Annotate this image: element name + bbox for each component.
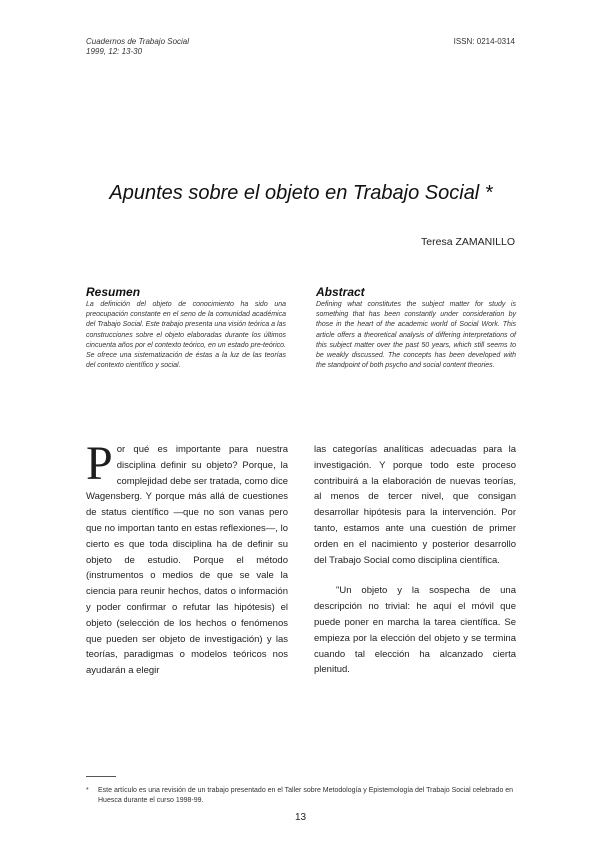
- footnote-marker: *: [86, 787, 89, 794]
- drop-cap: P: [86, 437, 113, 490]
- abstract-heading: Abstract: [316, 285, 365, 299]
- footnote-divider: [86, 776, 116, 777]
- body-paragraph: [86, 437, 288, 679]
- footnote-text: Este artículo es una revisión de un trabajo presentado en el Taller sobre Metodología y Epistemología del Trabajo Social celebrado en Huesca durante el curso 1998-99.: [98, 787, 514, 804]
- footnote: [86, 786, 516, 806]
- abstract-text: Defining what constitutes the subject matter for study is something that has been constantly under consideration by those in the heart of the academic world of Social Work. This article offers a theoretical analysis of differing interpretations of this subject matter over the past 50 years, which still seems to be weakly discussed. The concepts has been developed with the standpoint of both psycho and social content theories.: [316, 301, 516, 370]
- resumen-text: La definición del objeto de conocimiento ha sido una preocupación constante en el seno de la comunidad académica del Trabajo Social. Este trabajo presenta una visión teórica a las construcciones sobre el objeto elaboradas durante los últimos cincuenta años por el contexto teórico, en un estado pre-teórico. Se ofrece una sistematización de éstas a la luz de las teorías del contexto científico y social.: [86, 301, 286, 370]
- resumen-heading: Resumen: [86, 285, 141, 299]
- journal-name: Cuadernos de Trabajo Social: [86, 37, 190, 46]
- journal-citation: [86, 37, 189, 57]
- article-author: Teresa ZAMANILLO: [421, 236, 515, 248]
- page-number: 13: [294, 812, 307, 823]
- body-column-left: [86, 437, 288, 679]
- journal-issue: 1999, 12: 13-30: [86, 47, 143, 56]
- issn-number: ISSN: 0214-0314: [453, 37, 515, 46]
- body-paragraph: "Un objeto y la sospecha de una descripción no trivial: he aquí el móvil que puede poner en marcha la tarea científica. Se empieza por la elección del objeto y se termina cuando tal elección ha alcanzado cierta plenitud.: [314, 585, 516, 676]
- body-paragraph-text: or qué es importante para nuestra disciplina definir su objeto? Porque, la complejidad debe ser tratada, como dice Wagensberg. Y porque más allá de cuestiones de status científico —que no son vanas pero que no importan tanto en estas reflexiones—, lo cierto es que toda disciplina ha de definir su objeto de estudio. Porque el método (instrumentos o medios de que se vale la ciencia para reunir hechos, datos o información y poder confirmar o refutar las hipótesis) el objeto (selección de los hechos o fenómenos que pueden ser objeto de investigación) y las teorías, paradigmas o modelos teóricos nos ayudarán a elegir: [86, 444, 288, 677]
- body-column-right: [314, 442, 516, 678]
- article-title: Apuntes sobre el objeto en Trabajo Social *: [109, 182, 493, 204]
- body-paragraph: las categorías analíticas adecuadas para la investigación. Y porque todo este proceso contribuirá a la elaboración de nuevas teorías, al menos de tercer nivel, que consigan desarrollar hipótesis para la intervención. Por tanto, estamos ante una cuestión de primer orden en el nacimiento y posterior desarrollo del Trabajo Social como disciplina científica.: [314, 444, 516, 566]
